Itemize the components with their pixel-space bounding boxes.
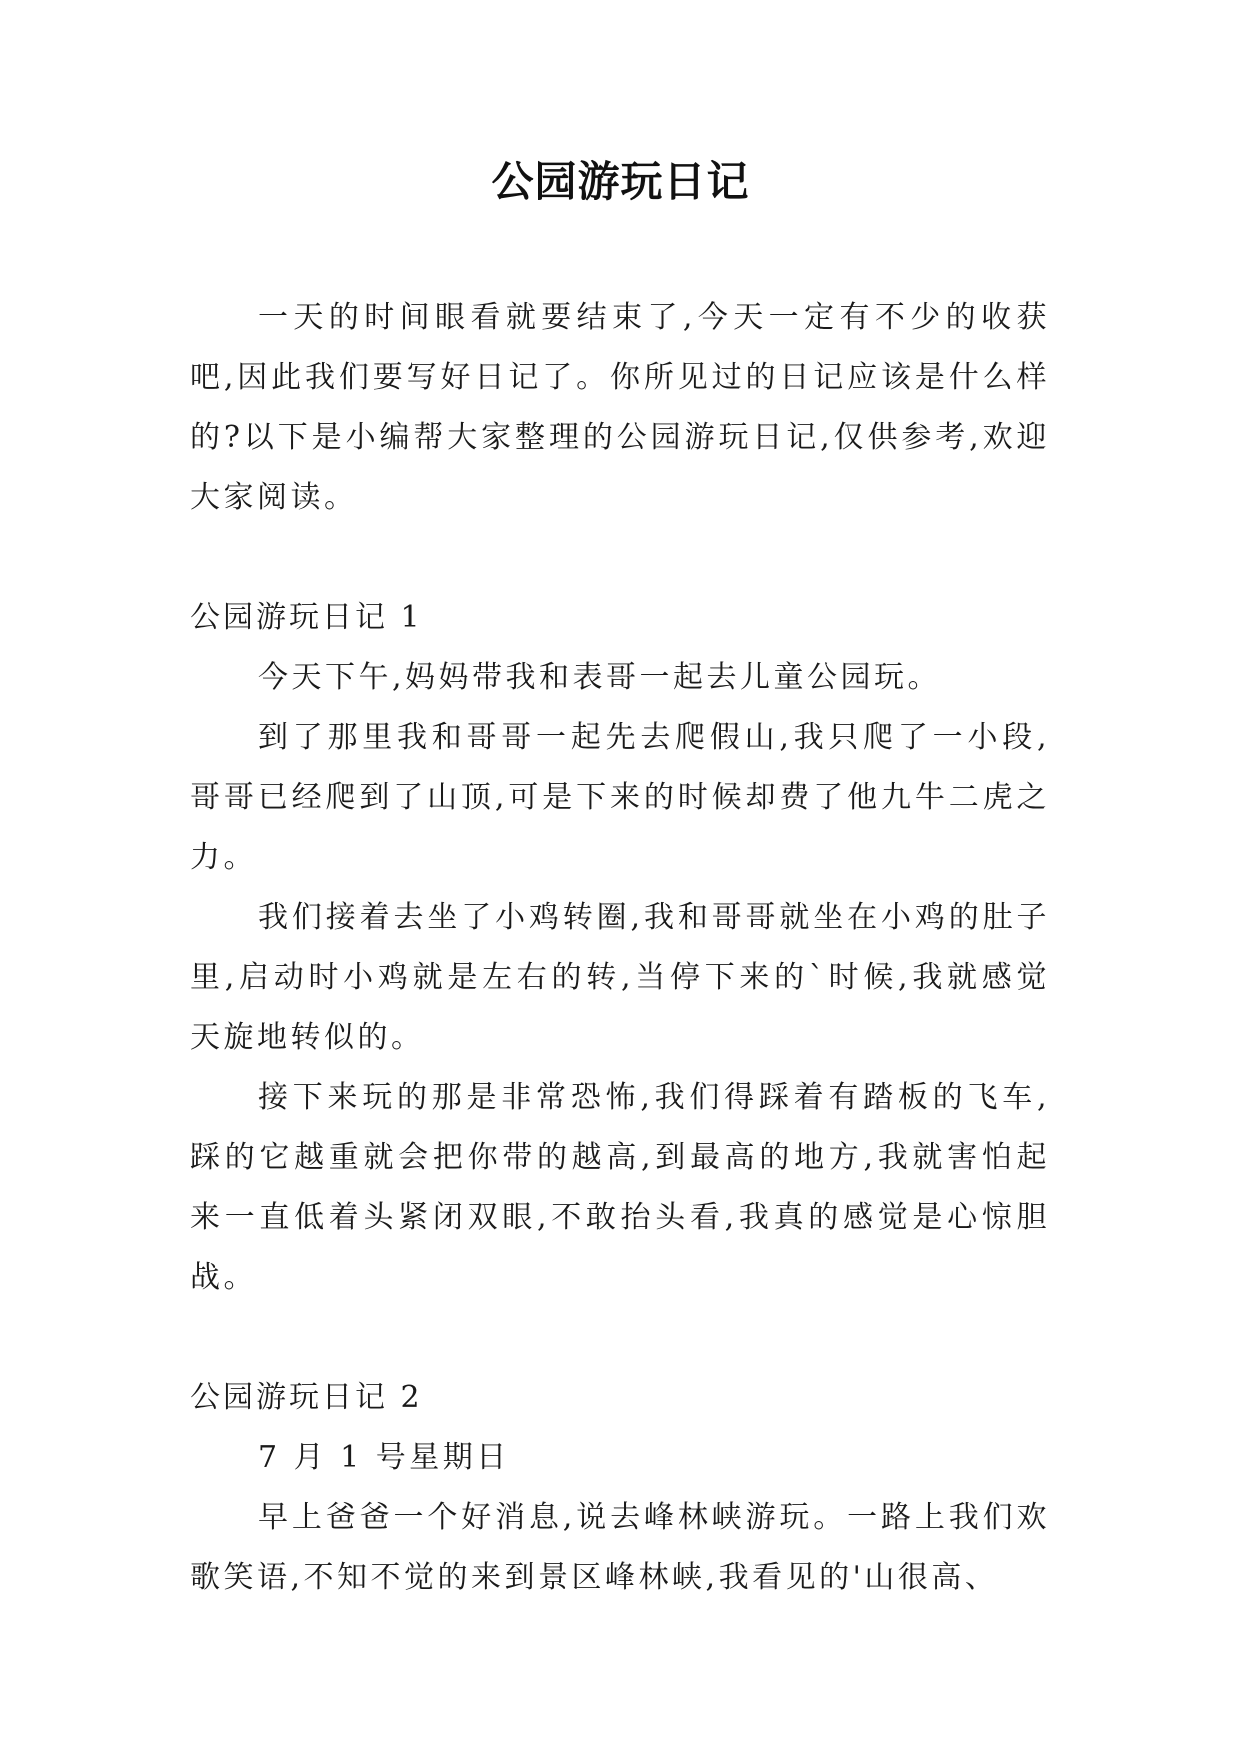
paragraph: 接下来玩的那是非常恐怖,我们得踩着有踏板的飞车,踩的它越重就会把你带的越高,到最高的地方,我就害怕起来一直低着头紧闭双眼,不敢抬头看,我真的感觉是心惊胆战。 xyxy=(190,1080,1050,1295)
date-line: 7 月 1 号星期日 xyxy=(258,1440,510,1475)
intro-paragraph: 一天的时间眼看就要结束了,今天一定有不少的收获吧,因此我们要写好日记了。你所见过的日记应该是什么样的?以下是小编帮大家整理的公园游玩日记,仅供参考,欢迎大家阅读。 xyxy=(190,300,1050,515)
section-heading-2: 公园游玩日记 2 xyxy=(190,1380,423,1415)
section-heading-1: 公园游玩日记 1 xyxy=(190,600,423,635)
paragraph: 到了那里我和哥哥一起先去爬假山,我只爬了一小段,哥哥已经爬到了山顶,可是下来的时候却费了他九牛二虎之力。 xyxy=(190,720,1050,875)
document-body xyxy=(190,288,1050,1608)
paragraph: 今天下午,妈妈带我和表哥一起去儿童公园玩。 xyxy=(258,660,942,695)
paragraph: 早上爸爸一个好消息,说去峰林峡游玩。一路上我们欢歌笑语,不知不觉的来到景区峰林峡,我看见的'山很高、 xyxy=(190,1500,1050,1595)
page-title: 公园游玩日记 xyxy=(491,157,750,206)
section-spacer xyxy=(190,528,1050,588)
section-spacer xyxy=(190,1308,1050,1368)
paragraph: 我们接着去坐了小鸡转圈,我和哥哥就坐在小鸡的肚子里,启动时小鸡就是左右的转,当停下来的`时候,我就感觉天旋地转似的。 xyxy=(190,900,1050,1055)
